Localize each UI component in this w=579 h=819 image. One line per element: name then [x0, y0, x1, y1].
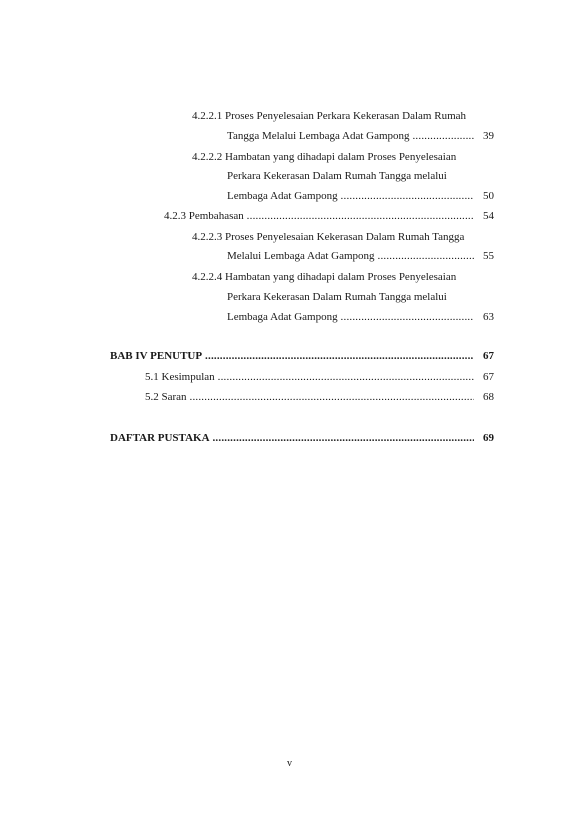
toc-page-number: 69 [483, 432, 494, 444]
toc-entry-title-continued: Lembaga Adat Gampong ..... [227, 309, 474, 325]
toc-entry-title-continued: Perkara Kekerasan Dalam Rumah Tangga melalui [227, 170, 447, 182]
toc-entry-bab-iv[interactable] [110, 348, 494, 364]
toc-entry-title-continued: Melalui Lembaga Adat Gampong ..... [227, 248, 474, 264]
toc-entry-number: 4.2.2.1 [192, 110, 223, 122]
toc-entry-4-2-2-4-heading [192, 269, 502, 285]
toc-page-number: 63 [483, 311, 494, 323]
toc-entry-4-2-2-2-cont [227, 168, 494, 184]
toc-entry-title-continued: Perkara Kekerasan Dalam Rumah Tangga melalui [227, 291, 447, 303]
toc-entry-5-1[interactable] [145, 369, 494, 385]
toc-entry-4-2-2-2-line[interactable] [227, 188, 494, 204]
toc-entry-4-2-2-1-heading [192, 108, 502, 124]
toc-entry-4-2-2-4-line[interactable] [227, 309, 494, 325]
toc-entry-title: 5.1 Kesimpulan ..... [145, 369, 474, 385]
toc-entry-4-2-2-4-cont [227, 289, 494, 305]
toc-page-number: 50 [483, 190, 494, 202]
toc-entry-title: Hambatan yang dihadapi dalam Proses Penyelesaian [225, 151, 457, 163]
toc-chapter-title: BAB IV PENUTUP ..... [110, 348, 474, 364]
toc-entry-5-2[interactable] [145, 389, 494, 405]
toc-page-number: 55 [483, 250, 494, 262]
toc-page-number: 68 [483, 391, 494, 403]
toc-entry-4-2-2-3-heading [192, 229, 502, 245]
toc-entry-title: Hambatan yang dihadapi dalam Proses Penyelesaian [225, 271, 457, 283]
toc-entry-number: 4.2.2.4 [192, 271, 223, 283]
toc-entry-4-2-2-3-line[interactable] [227, 248, 494, 264]
toc-entry-daftar-pustaka[interactable] [110, 430, 494, 446]
toc-entry-title: 4.2.3 Pembahasan ..... [164, 208, 474, 224]
toc-page-number: 54 [483, 210, 494, 222]
toc-entry-4-2-3[interactable] [164, 208, 494, 224]
toc-entry-number: 4.2.2.3 [192, 231, 223, 243]
toc-entry-title: Proses Penyelesaian Kekerasan Dalam Rumah Tangga [225, 231, 465, 243]
toc-entry-number: 4.2.2.2 [192, 151, 223, 163]
toc-page-number: 39 [483, 130, 494, 142]
page-footer-number: v [287, 758, 292, 769]
toc-entry-title: 5.2 Saran ..... [145, 389, 474, 405]
toc-entry-4-2-2-1-line[interactable] [227, 128, 494, 144]
toc-page-number: 67 [483, 350, 494, 362]
toc-entry-title-continued: Tangga Melalui Lembaga Adat Gampong ..... [227, 128, 474, 144]
toc-entry-title-continued: Lembaga Adat Gampong ..... [227, 188, 474, 204]
toc-page-number: 67 [483, 371, 494, 383]
toc-entry-4-2-2-2-heading [192, 149, 502, 165]
toc-entry-title: Proses Penyelesaian Perkara Kekerasan Dalam Rumah [225, 110, 467, 122]
toc-chapter-title: DAFTAR PUSTAKA ..... [110, 430, 474, 446]
